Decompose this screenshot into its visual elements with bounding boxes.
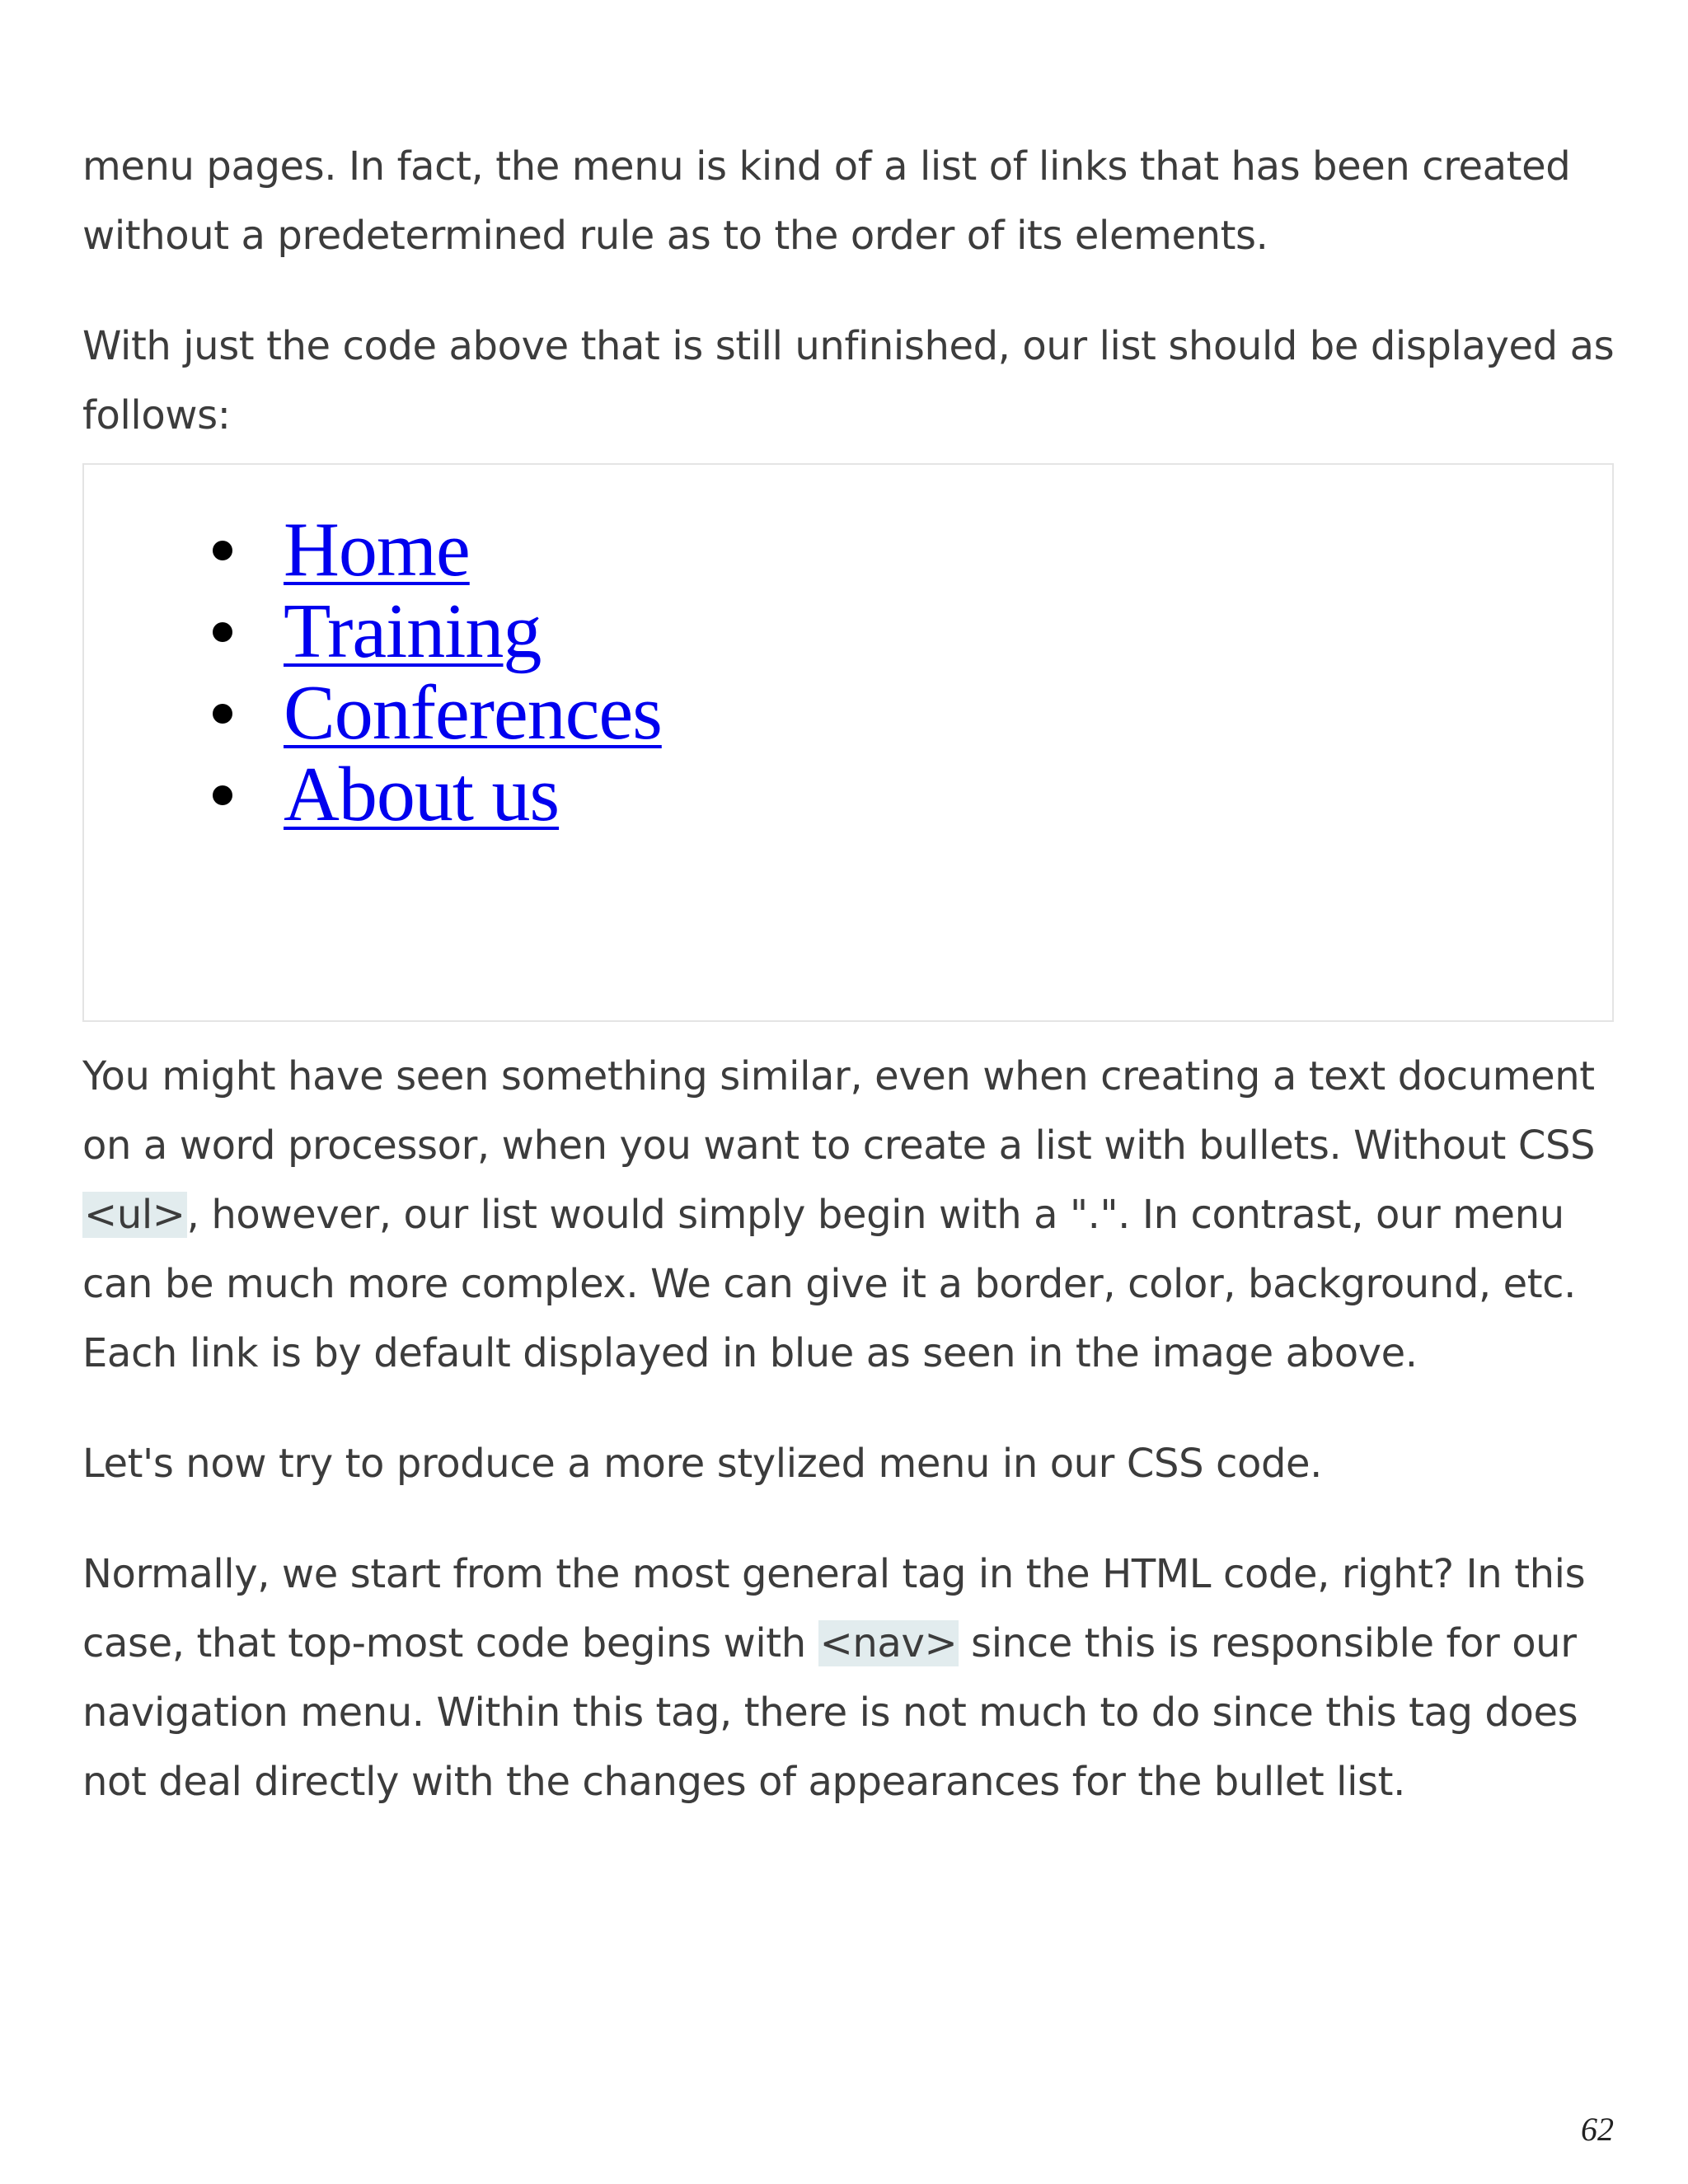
paragraph-text: You might have seen something similar, even when creating a text document on a word processor, when you want to create a list with bullets. Without CSS xyxy=(82,1053,1596,1169)
paragraph-display-note: With just the code above that is still unfinished, our list should be displayed as follows: xyxy=(82,323,1615,438)
paragraph-stylized-menu: Let's now try to produce a more stylized menu in our CSS code. xyxy=(82,1441,1323,1487)
inline-code-nav: <nav> xyxy=(819,1620,958,1666)
paragraph-bullets-explanation xyxy=(82,1042,1615,1388)
paragraph-text: since this is responsible for our navigation menu. Within this tag, there is not much to do since this tag does not deal directly with the changes of appearances for the bullet list. xyxy=(82,1620,1578,1805)
paragraph-intro: menu pages. In fact, the menu is kind of a list of links that has been created without a predetermined rule as to the order of its elements. xyxy=(82,143,1571,259)
example-bullet-list xyxy=(201,509,662,836)
bullet-icon xyxy=(213,622,232,642)
link-conferences[interactable]: Conferences xyxy=(284,670,662,756)
list-item xyxy=(201,754,662,836)
paragraph-nav-tag xyxy=(82,1540,1615,1816)
page-content xyxy=(82,132,1615,1816)
bullet-icon xyxy=(213,785,232,805)
link-about-us[interactable]: About us xyxy=(284,752,560,837)
link-training[interactable]: Training xyxy=(284,588,542,674)
list-item xyxy=(201,588,662,674)
inline-code-ul: <ul> xyxy=(84,1192,185,1238)
paragraph-text: Normally, we start from the most general tag in the HTML code, right? In this case, that top-most code begins with xyxy=(82,1551,1586,1666)
paragraph-text: , however, our list would simply begin with a ".". In contrast, our menu can be much more complex. We can give it a border, color, background, etc. Each link is by default displayed in blue as seen in the image above. xyxy=(82,1192,1577,1376)
page-number: 62 xyxy=(1581,2111,1614,2148)
list-item xyxy=(201,670,662,756)
rendered-list-example xyxy=(82,463,1614,1022)
bullet-icon xyxy=(213,541,232,560)
list-item xyxy=(201,509,662,591)
link-home[interactable]: Home xyxy=(284,507,470,593)
bullet-icon xyxy=(213,704,232,724)
